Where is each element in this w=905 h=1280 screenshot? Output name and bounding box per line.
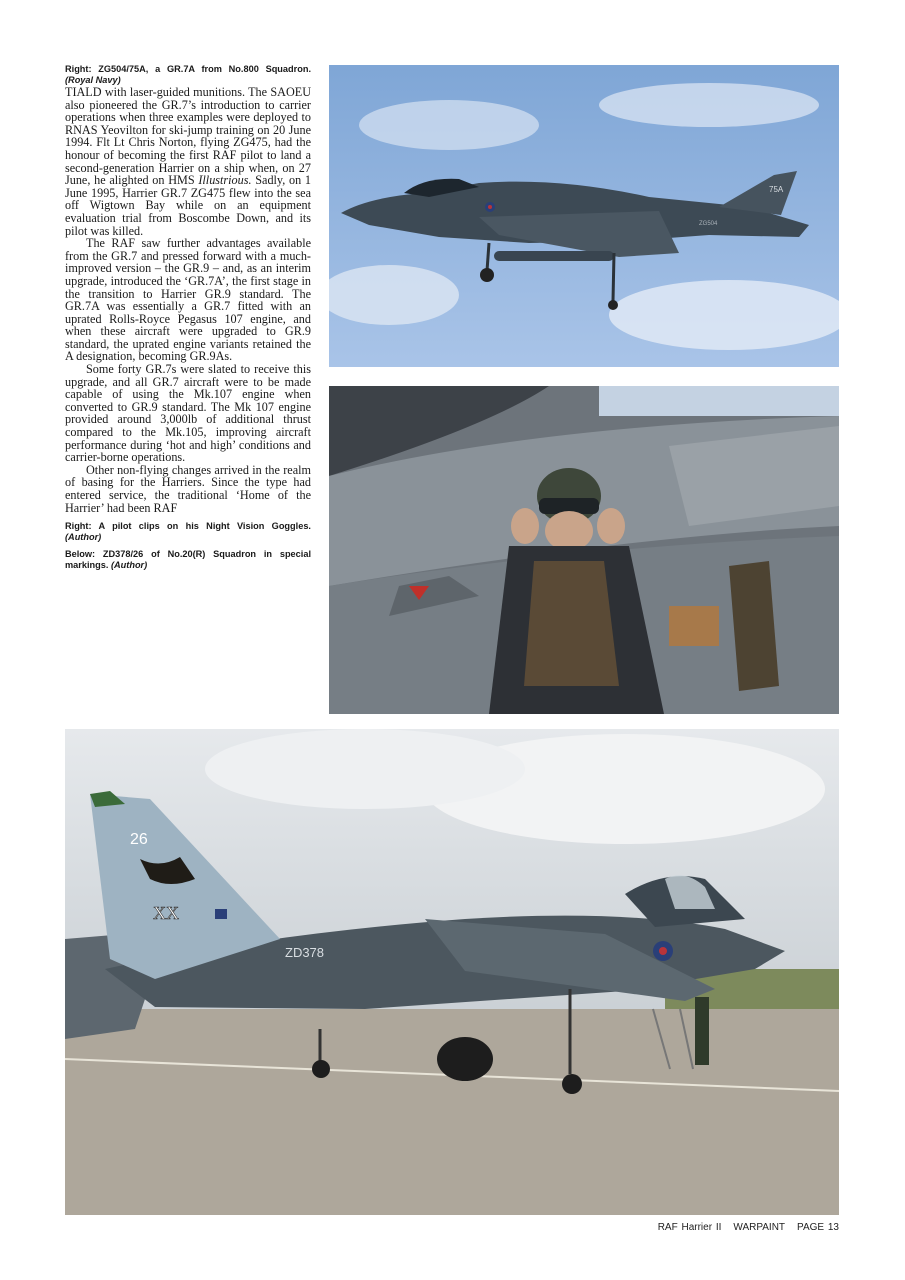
text-column [65, 64, 311, 571]
page-footer [646, 1222, 839, 1233]
photo-harrier-in-flight [329, 65, 839, 367]
caption-mid-credit: (Author) [65, 532, 102, 543]
caption-mid-label: Right: A pilot clips on his Night Vision Goggles. [65, 521, 311, 532]
photo-zd378-ground [65, 729, 839, 1215]
paragraph-1-a: TIALD with laser-guided munitions. The SAOEU also pioneered the GR.7’s introduction to carrier operations when three examples were deployed to RNAS Yeovilton for ski-jump training on 20 June 1994. Flt Lt Chris Norton, flying ZG475, had the honour of becoming the first RAF pilot to land a second-generation Harrier on a ship when, on 27 June, he alighted on HMS [65, 85, 311, 188]
paragraph-3: Some forty GR.7s were slated to receive this upgrade, and all GR.7 aircraft were to be made capable of using the Mk.107 engine when converted to GR.9 standard. The Mk 107 engine provided around 3,000lb of additional thrust compared to the Mk.105, improving aircraft performance during ‘hot and high’ conditions and carrier-borne operations. [65, 362, 311, 465]
caption-bottom [65, 549, 311, 571]
top-serial: ZG504 [699, 221, 718, 227]
footer-series: WARPAINT [733, 1222, 786, 1233]
caption-top-credit: (Royal Navy) [65, 75, 121, 85]
page-number: PAGE 13 [797, 1222, 839, 1233]
top-tail-code: 75A [769, 185, 784, 194]
paragraph-1-b: Sadly, on 1 June 1995, Harrier GR.7 ZG475 flew into the sea off Wigtown Bay while on an equipment evaluation trial from Boscombe Down, and its pilot was killed. [65, 173, 311, 238]
bottom-serial: ZD378 [285, 945, 325, 960]
caption-bottom-label: Below: ZD378/26 of No.20(R) Squadron in special markings. [65, 549, 311, 571]
pilot-nvg-image [329, 386, 839, 714]
bottom-tail-code: 26 [130, 831, 148, 848]
body-text [65, 86, 311, 514]
caption-mid [65, 521, 311, 543]
footer-title: RAF Harrier II [657, 1222, 722, 1233]
caption-bottom-credit: (Author) [110, 560, 148, 571]
ship-name: Illustrious. [198, 173, 252, 188]
photo-pilot-nvg [329, 386, 839, 714]
caption-top-label: Right: ZG504/75A, a GR.7A from No.800 Squadron. [65, 64, 311, 74]
caption-top [65, 64, 311, 86]
zd378-image [65, 729, 839, 1215]
tail-badge: XX [153, 903, 179, 923]
harrier-flight-image [329, 65, 839, 367]
paragraph-2: The RAF saw further advantages available from the GR.7 and pressed forward with a much-improved version – the GR.9 – and, as an interim upgrade, introduced the ‘GR.7A’, the first stage in the transition to Harrier GR.9 standard. The GR.7A was essentially a GR.7 fitted with an uprated Rolls-Royce Pegasus 107 engine, and when these aircraft were upgraded to GR.9 standard, the uprated engine variants retained the A designation, becoming GR.9As. [65, 236, 311, 364]
paragraph-1 [65, 86, 311, 237]
paragraph-4: Other non-flying changes arrived in the realm of basing for the Harriers. Since the type had entered service, the traditional ‘Home of the Harrier’ had been RAF [65, 462, 311, 515]
